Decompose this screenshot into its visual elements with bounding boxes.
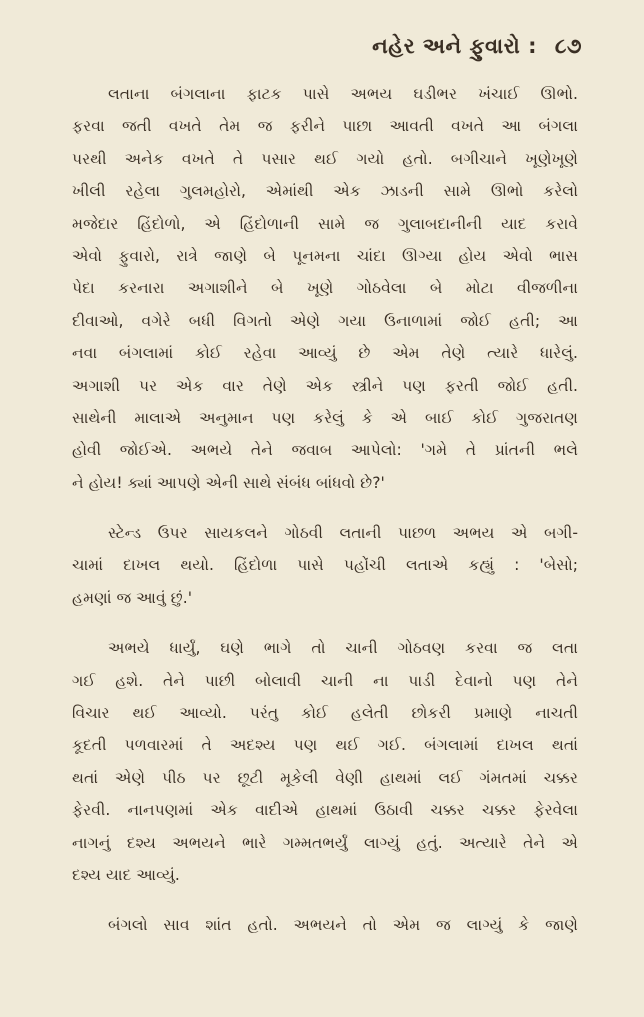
text-line: એવો ફુવારો, રાત્રે જાણે બે પૂનમના ચાંદા ઊગ્યા હોય એવો ભાસ <box>72 246 578 265</box>
text-line: બંગલો સાવ શાંત હતો. અભયને તો એમ જ લાગ્યું કે જાણે <box>108 916 578 935</box>
text-line: ફેરવી. નાનપણમાં એક વાદીએ હાથમાં ઉઠાવી ચક્કર ચક્કર ફેરવેલા <box>72 801 578 820</box>
running-header <box>372 34 582 59</box>
body-text <box>72 78 578 960</box>
text-line: ચામાં દાખલ થયો. હિંદોળા પાસે પહોંચી લતાએ કહ્યું : 'બેસો; <box>72 556 578 575</box>
text-line: મજેદાર હિંદોળો, એ હિંદોળાની સામે જ ગુલાબદાનીની યાદ કરાવે <box>72 214 578 233</box>
paragraph-3 <box>72 632 578 891</box>
text-line: સાથેની માલાએ અનુમાન પણ કરેલું કે એ બાઈ કોઈ ગુજરાતણ <box>72 408 578 427</box>
text-line: વિચાર થઈ આવ્યો. પરંતુ કોઈ હલેતી છોકરી પ્રમાણે નાચતી <box>72 704 578 723</box>
page-number: ૮૭ <box>554 34 582 58</box>
text-line: લતાના બંગલાના ફાટક પાસે અભય ઘડીભર ખંચાઈ ઊભો. <box>108 85 578 103</box>
text-line: સ્ટેન્ડ ઉપર સાયકલને ગોઠવી લતાની પાછળ અભય એ બગી- <box>108 524 578 543</box>
text-line: નાગનું દશ્ય અભયને ભારે ગમ્મતભર્યું લાગ્યું હતું. અત્યારે તેને એ <box>72 833 578 852</box>
paragraph-1 <box>72 78 578 499</box>
text-line: અગાશી પર એક વાર તેણે એક સ્ત્રીને પણ ફરતી જોઈ હતી. <box>72 376 578 395</box>
text-line: હમણાં જ આવું છું.' <box>72 588 192 607</box>
paragraph-2 <box>72 517 578 614</box>
text-line: ફરવા જતી વખતે તેમ જ ફરીને પાછા આવતી વખતે આ બંગલા <box>72 117 578 136</box>
text-line: ખીલી રહેલા ગુલમહોરો, એમાંથી એક ઝાડની સામે ઊભો કરેલો <box>72 182 578 201</box>
text-line: હોવી જોઈએ. અભયે તેને જવાબ આપેલો: 'ગમે તે પ્રાંતની ભલે <box>72 441 578 460</box>
text-line: ગઈ હશે. તેને પાછી બોલાવી ચાની ના પાડી દેવાનો પણ તેને <box>72 671 578 690</box>
text-line: પેદા કરનારા અગાશીને બે ખૂણે ગોઠવેલા બે મોટા વીજળીના <box>72 279 578 298</box>
text-line: ને હોય! ક્યાં આપણે એની સાથે સંબંધ બાંધવો છે?' <box>72 473 385 492</box>
text-line: અભયે ધાર્યું, ઘણે ભાગે તો ચાની ગોઠવણ કરવા જ લતા <box>108 639 578 658</box>
text-line: દશ્ય યાદ આવ્યું. <box>72 865 180 884</box>
text-line: દીવાઓ, વગેરે બધી વિગતો એણે ગયા ઉનાળામાં જોઈ હતી; આ <box>72 311 578 330</box>
text-line: થતાં એણે પીઠ પર છૂટી મૂકેલી વેણી હાથમાં લઈ ગંમતમાં ચક્કર <box>72 768 578 787</box>
text-line: નવા બંગલામાં કોઈ રહેવા આવ્યું છે એમ તેણે ત્યારે ધારેલું. <box>72 344 578 363</box>
paragraph-4 <box>72 909 578 941</box>
text-line: કૂદતી પળવારમાં તે અદશ્ય પણ થઈ ગઈ. બંગલામાં દાખલ થતાં <box>72 736 578 755</box>
chapter-title: નહેર અને ફુવારો : <box>372 34 538 58</box>
text-line: પરથી અનેક વખતે તે પસાર થઈ ગયો હતો. બગીચાને ખૂણેખૂણે <box>72 149 578 168</box>
